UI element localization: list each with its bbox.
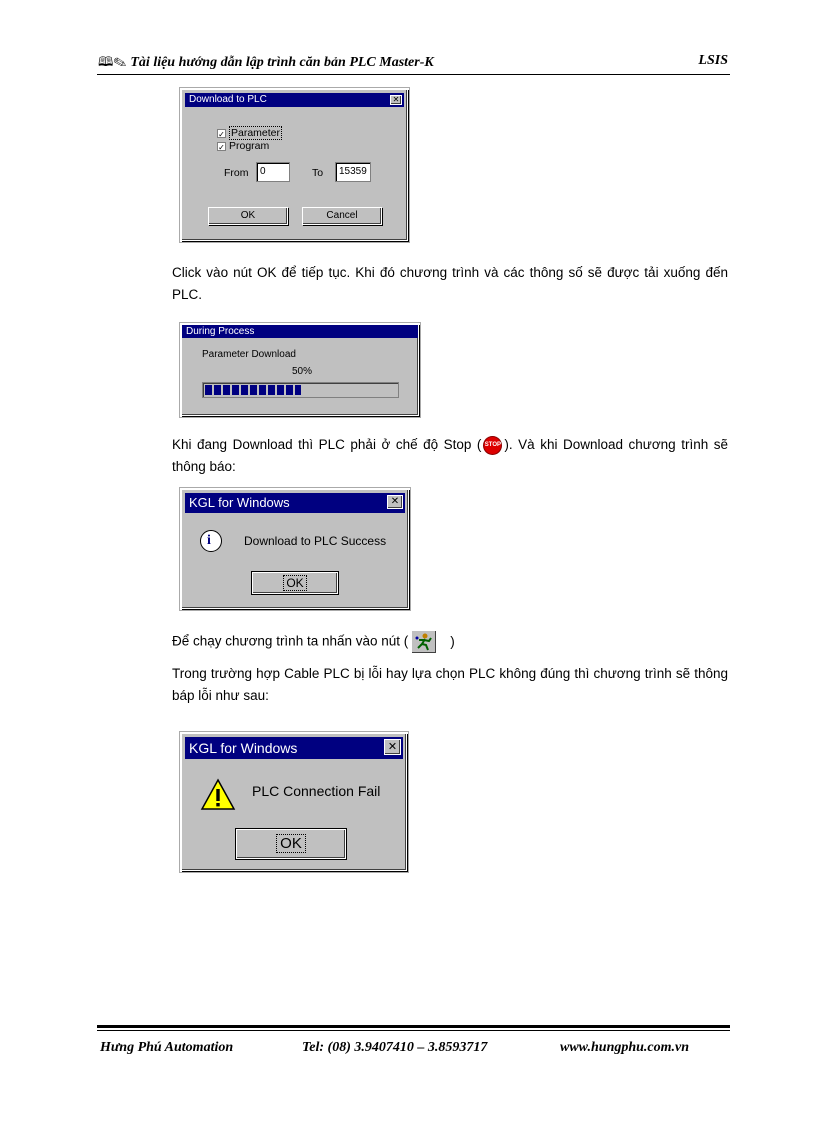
fail-dialog-frame: [179, 731, 409, 873]
progress-fill: [205, 385, 301, 395]
paragraph-stop-mode: Khi đang Download thì PLC phải ở chế độ Stop ( STOP ). Và khi Download chương trình sẽ thông báo:: [172, 437, 728, 474]
paragraph-connection-error: Trong trường hợp Cable PLC bị lỗi hay lựa chọn PLC không đúng thì chương trình sẽ thông báp lỗi như sau:: [172, 666, 728, 703]
paragraph-run-program: Để chạy chương trình ta nhấn vào nút ( ): [172, 630, 728, 654]
fail-dialog-titlebar: KGL for Windows ✕: [185, 737, 403, 759]
header-brand: LSIS: [698, 53, 728, 68]
close-icon[interactable]: ✕: [384, 739, 401, 755]
fail-message: PLC Connection Fail: [252, 783, 381, 799]
download-dialog: [181, 89, 408, 241]
process-dialog-frame: [179, 322, 421, 418]
ok-button[interactable]: OK: [208, 207, 288, 225]
footer-company: Hưng Phú Automation: [100, 1040, 234, 1055]
run-icon: [411, 630, 437, 654]
program-checkbox[interactable]: ✓ Program: [218, 140, 270, 152]
close-icon[interactable]: ✕: [387, 495, 403, 509]
success-dialog: [181, 489, 409, 609]
footer-tel: Tel: (08) 3.9407410 – 3.8593717: [302, 1040, 488, 1055]
stop-icon: STOP: [484, 437, 501, 454]
from-label: From: [224, 167, 249, 179]
process-dialog: [181, 324, 419, 416]
paragraph-ok-instruction: Click vào nút OK để tiếp tục. Khi đó chương trình và các thông số sẽ được tải xuống đến PLC.: [172, 265, 728, 302]
to-input[interactable]: 15359: [335, 162, 371, 182]
book-pen-icon: 🕮✎: [98, 54, 127, 69]
footer-rule-thin: [97, 1030, 730, 1031]
download-dialog-frame: [179, 87, 410, 243]
info-icon: i: [200, 530, 222, 552]
success-message: Download to PLC Success: [244, 534, 387, 548]
process-dialog-titlebar: During Process: [182, 325, 418, 338]
ok-button[interactable]: OK: [236, 829, 346, 859]
cancel-button[interactable]: Cancel: [302, 207, 382, 225]
header-title: 🕮✎ Tài liệu hướng dẫn lập trình căn bản PLC Master-K: [98, 54, 434, 70]
success-dialog-titlebar: KGL for Windows ✕: [185, 493, 405, 513]
process-status: Parameter Download: [202, 349, 296, 360]
ok-button[interactable]: OK: [252, 572, 338, 594]
fail-dialog: [181, 733, 407, 871]
download-dialog-titlebar: Download to PLC ✕: [185, 93, 404, 107]
header-rule: [97, 74, 730, 75]
check-icon: ✓: [218, 129, 225, 139]
progress-percent: 50%: [292, 366, 313, 377]
footer-rule-thick: [97, 1025, 730, 1028]
check-icon: ✓: [218, 142, 225, 152]
close-icon[interactable]: ✕: [390, 95, 402, 105]
from-input[interactable]: 0: [256, 162, 290, 182]
to-label: To: [312, 167, 324, 179]
success-dialog-frame: [179, 487, 411, 611]
parameter-checkbox[interactable]: ✓ Parameter: [218, 127, 281, 139]
warning-icon: [200, 778, 236, 812]
progress-bar: [202, 382, 399, 398]
footer-website[interactable]: www.hungphu.com.vn: [560, 1040, 690, 1055]
